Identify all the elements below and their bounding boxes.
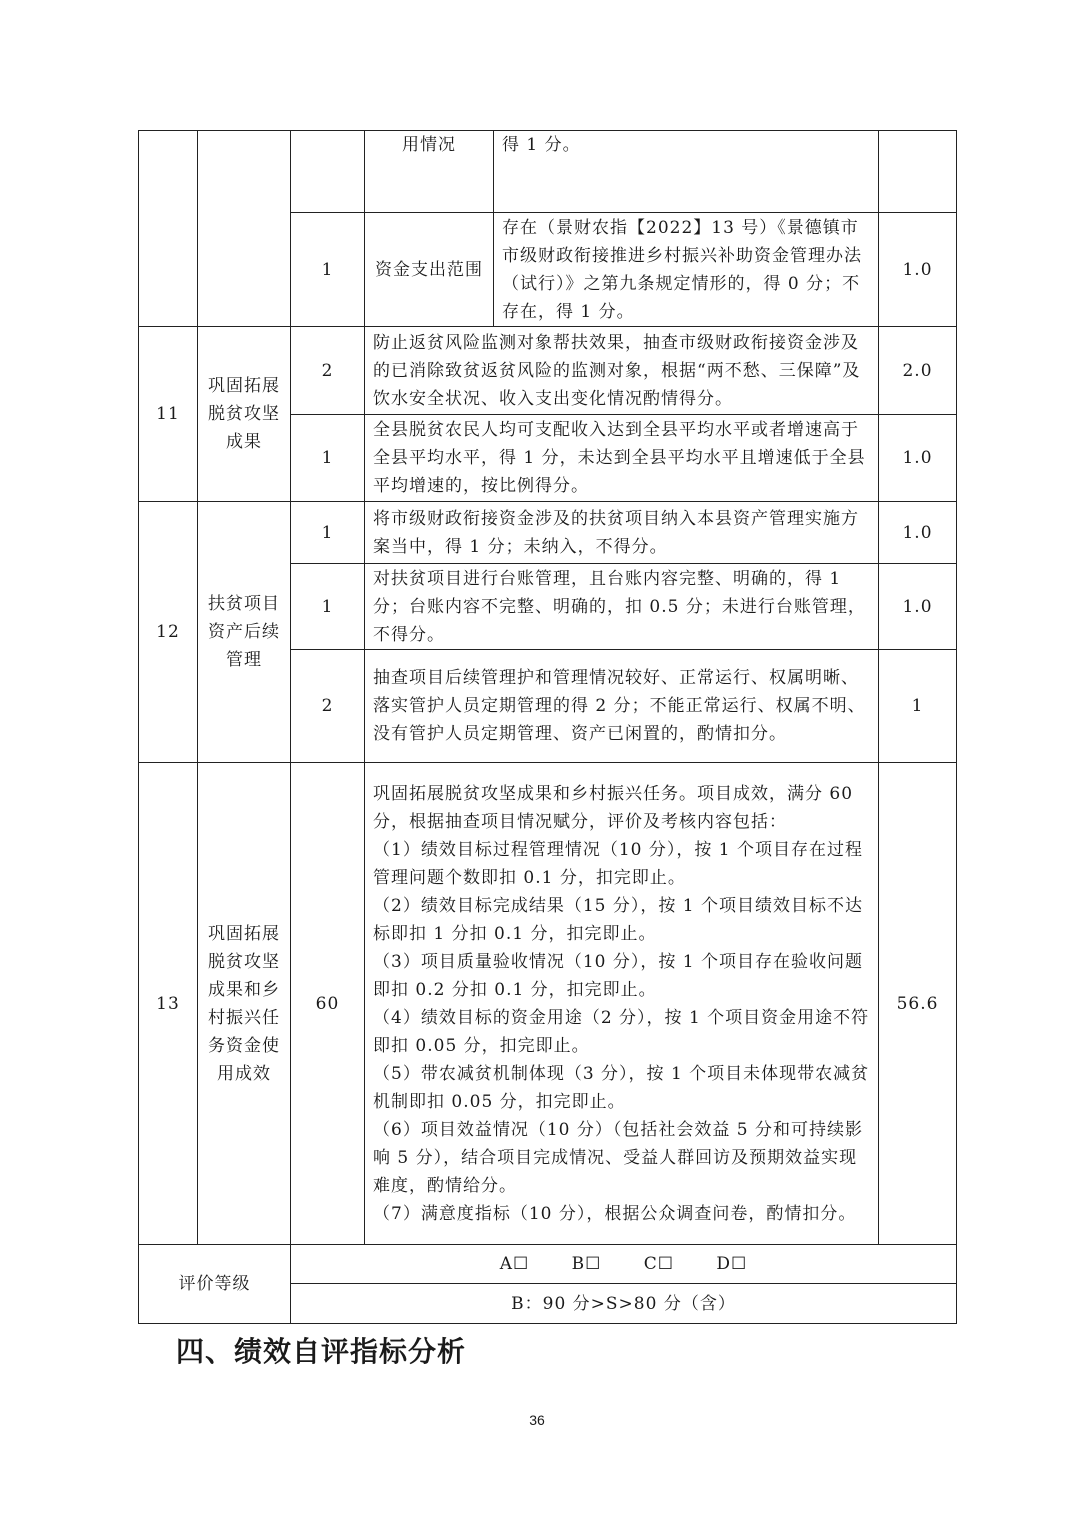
table-row (139, 327, 957, 415)
score-cell: 1.0 (879, 415, 957, 502)
criteria-cell (365, 763, 879, 1245)
criteria-item: （3）项目质量验收情况（10 分），按 1 个项目存在验收问题即扣 0.2 分扣 0.1 分，扣完即止。 (373, 951, 863, 1000)
criteria-cell: 防止返贫风险监测对象帮扶效果，抽查市级财政衔接资金涉及的已消除致贫返贫风险的监测对象，根据“两不愁、三保障”及饮水安全状况、收入支出变化情况酌情得分。 (365, 327, 879, 415)
criteria-cell: 将市级财政衔接资金涉及的扶贫项目纳入本县资产管理实施方案当中，得 1 分；未纳入，不得分。 (365, 502, 879, 564)
category-cell: 巩固拓展脱贫攻坚成果和乡村振兴任务资金使用成效 (198, 763, 291, 1245)
score-cell: 1.0 (879, 564, 957, 650)
weight-cell: 2 (291, 327, 365, 415)
rating-label: 评价等级 (139, 1245, 291, 1324)
weight-cell: 1 (291, 502, 365, 564)
criteria-cell: 存在（景财农指【2022】13 号）《景德镇市市级财政衔接推进乡村振兴补助资金管理办法（试行）》之第九条规定情形的，得 0 分；不存在，得 1 分。 (494, 213, 879, 327)
no-cell: 11 (139, 327, 198, 502)
weight-cell: 2 (291, 650, 365, 763)
item-cell: 用情况 (365, 131, 494, 213)
weight-cell: 1 (291, 415, 365, 502)
grade-c-checkbox[interactable]: C☐ (643, 1254, 675, 1274)
evaluation-table (138, 130, 957, 1324)
rating-options (291, 1245, 957, 1284)
grade-b-checkbox[interactable]: B☐ (571, 1254, 602, 1274)
criteria-intro: 巩固拓展脱贫攻坚成果和乡村振兴任务。项目成效，满分 60 分，根据抽查项目情况赋分，评价及考核内容包括： (373, 783, 854, 832)
score-cell: 56.6 (879, 763, 957, 1245)
no-cell: 12 (139, 502, 198, 763)
score-cell (879, 131, 957, 213)
grade-a-checkbox[interactable]: A☐ (499, 1254, 530, 1274)
table-row (139, 1245, 957, 1284)
criteria-item: （6）项目效益情况（10 分）（包括社会效益 5 分和可持续影响 5 分），结合项目完成情况、受益人群回访及预期效益实现难度，酌情给分。 (373, 1119, 863, 1196)
table-row (139, 502, 957, 564)
grade-d-checkbox[interactable]: D☐ (716, 1254, 748, 1274)
no-cell: 13 (139, 763, 198, 1245)
rating-note: B：90 分>S>80 分（含） (291, 1284, 957, 1324)
score-cell: 1 (879, 650, 957, 763)
weight-cell: 60 (291, 763, 365, 1245)
score-cell: 1.0 (879, 502, 957, 564)
criteria-cell: 得 1 分。 (494, 131, 879, 213)
criteria-cell: 全县脱贫农民人均可支配收入达到全县平均水平或者增速高于全县平均水平，得 1 分，未达到全县平均水平且增速低于全县平均增速的，按比例得分。 (365, 415, 879, 502)
criteria-item: （4）绩效目标的资金用途（2 分），按 1 个项目资金用途不符即扣 0.05 分，扣完即止。 (373, 1007, 870, 1056)
score-cell: 1.0 (879, 213, 957, 327)
criteria-item: （5）带农减贫机制体现（3 分），按 1 个项目未体现带农减贫机制即扣 0.05 分，扣完即止。 (373, 1063, 870, 1112)
weight-cell: 1 (291, 213, 365, 327)
item-cell: 资金支出范围 (365, 213, 494, 327)
score-cell: 2.0 (879, 327, 957, 415)
category-cell: 巩固拓展脱贫攻坚成果 (198, 327, 291, 502)
criteria-cell: 对扶贫项目进行台账管理，且台账内容完整、明确的，得 1 分；台账内容不完整、明确的，扣 0.5 分；未进行台账管理，不得分。 (365, 564, 879, 650)
criteria-item: （1）绩效目标过程管理情况（10 分），按 1 个项目存在过程管理问题个数即扣 0.1 分，扣完即止。 (373, 839, 863, 888)
table-row (139, 763, 957, 1245)
category-cell: 扶贫项目资产后续管理 (198, 502, 291, 763)
category-cell (198, 131, 291, 327)
section-heading: 四、绩效自评指标分析 (176, 1335, 467, 1368)
table-row (139, 131, 957, 213)
no-cell (139, 131, 198, 327)
weight-cell: 1 (291, 564, 365, 650)
criteria-item: （7）满意度指标（10 分），根据公众调查问卷，酌情扣分。 (373, 1203, 857, 1224)
criteria-item: （2）绩效目标完成结果（15 分），按 1 个项目绩效目标不达标即扣 1 分扣 0.1 分，扣完即止。 (373, 895, 863, 944)
weight-cell (291, 131, 365, 213)
page-number: 36 (529, 1412, 545, 1428)
criteria-cell: 抽查项目后续管理护和管理情况较好、正常运行、权属明晰、落实管护人员定期管理的得 2 分；不能正常运行、权属不明、没有管护人员定期管理、资产已闲置的，酌情扣分。 (365, 650, 879, 763)
